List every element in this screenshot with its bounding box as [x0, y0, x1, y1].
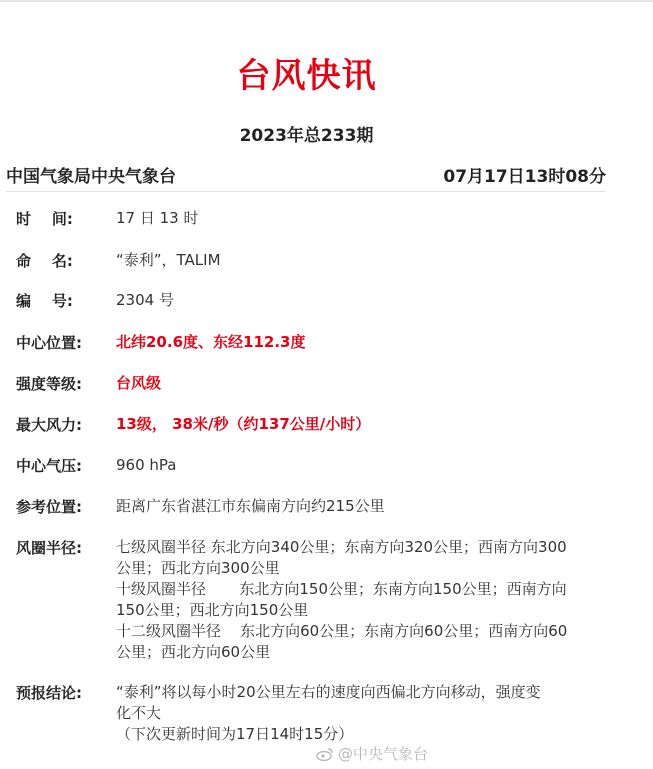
wind-radius-line: 150公里；西北方向150公里: [116, 601, 309, 619]
forecast-line: “泰利”将以每小时20公里左右的速度向西偏北方向移动，强度变: [116, 683, 541, 701]
field-label: 中心气压:: [16, 457, 82, 475]
forecast-line: 化不大: [116, 704, 162, 722]
field-value: 960 hPa: [116, 456, 177, 474]
field-value: 2304 号: [116, 291, 174, 309]
field-value: 北纬20.6度、东经112.3度: [116, 333, 306, 351]
field-label: 强度等级:: [16, 375, 82, 393]
field-label: 中心位置:: [16, 334, 82, 352]
watermark-text: @中央气象台: [338, 745, 429, 763]
field-value: 距离广东省湛江市东偏南方向约215公里: [116, 497, 385, 515]
field-value: [116, 682, 596, 745]
wind-radius-line: 公里；西北方向300公里: [116, 559, 280, 577]
issue-number: 2023年总233期: [239, 126, 374, 146]
field-value: “泰利”，TALIM: [116, 251, 221, 269]
agency-name: 中国气象局中央气象台: [6, 167, 176, 187]
wind-radius-line: 公里；西北方向60公里: [116, 643, 271, 661]
field-label: 编 号:: [16, 292, 73, 310]
meta-divider: [6, 191, 606, 192]
field-value: 台风级: [116, 374, 162, 392]
top-divider: [0, 0, 653, 2]
field-value: 13级， 38米/秒（约137公里/小时）: [116, 415, 371, 433]
field-value: 17 日 13 时: [116, 209, 199, 227]
publish-time: 07月17日13时08分: [443, 167, 606, 187]
field-value: [116, 537, 596, 663]
field-label: 风圈半径:: [16, 539, 82, 557]
page-title: 台风快讯: [236, 56, 377, 96]
wind-radius-line: 十级风圈半径 东北方向150公里；东南方向150公里；西南方向: [116, 580, 567, 598]
field-label: 时 间:: [16, 210, 73, 228]
forecast-line: （下次更新时间为17日14时15分）: [116, 725, 354, 743]
field-label: 命 名:: [16, 252, 73, 270]
meta-row: [6, 162, 606, 188]
field-label: 预报结论:: [16, 684, 82, 702]
weibo-icon: [316, 747, 334, 761]
wind-radius-line: 七级风圈半径 东北方向340公里；东南方向320公里；西南方向300: [116, 538, 567, 556]
field-label: 参考位置:: [16, 498, 82, 516]
field-label: 最大风力:: [16, 416, 82, 434]
weibo-watermark: [316, 743, 428, 764]
wind-radius-line: 十二级风圈半径 东北方向60公里；东南方向60公里；西南方向60: [116, 622, 568, 640]
